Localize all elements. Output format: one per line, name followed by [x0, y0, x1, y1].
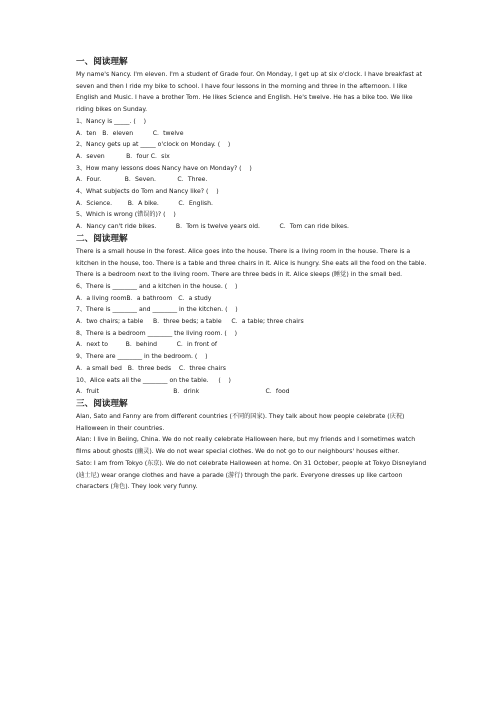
question-2-options: A．seven B．four C．six: [76, 152, 170, 160]
question-3-options: A．Four. B．Seven. C．Three.: [76, 176, 208, 184]
question-2: 2、Nancy gets up at _____ o'clock on Monday. ( ): [76, 141, 231, 149]
question-6-options: A．a living roomB．a bathroom C．a study: [76, 294, 212, 302]
section-1-title: 一、阅读理解: [76, 57, 128, 67]
section-3-paragraph-2: Alan: I live in Beiing, China. We do not really celebrate Halloween here, but my friends and I sometimes watch films about ghosts (幽灵). We do not wear special clothes. We do not go to our neighbours' houses either.: [76, 436, 416, 456]
question-1-options: A．ten B．eleven C．twelve: [76, 129, 184, 137]
question-4-options: A．Science. B．A bike. C．English.: [76, 199, 213, 207]
question-5: 5、Which is wrong (错误的)? ( ): [76, 211, 176, 219]
section-3-paragraph-1: Alan, Sato and Fanny are from different countries (不同的国家). They talk about how people celebrate (庆祝) Halloween in their countries.: [76, 412, 405, 432]
section-1-passage: My name's Nancy. I'm eleven. I'm a student of Grade four. On Monday, I get up at six o'clock. I have breakfast at seven and then I ride my bike to school. I have four lessons in the morning and three in the afternoon. I like English and Music. I have a brother Tom. He likes Science and English. He's twelve. He has a bike too. We like riding bikes on Sunday.: [76, 71, 423, 114]
question-7: 7、There is ________ and ________ in the kitchen. ( ): [76, 306, 238, 314]
question-6: 6、There is ________ and a kitchen in the house. ( ): [76, 282, 238, 290]
question-4: 4、What subjects do Tom and Nancy like? ( ): [76, 188, 219, 196]
question-3: 3、How many lessons does Nancy have on Monday? ( ): [76, 164, 252, 172]
question-10-options: A．fruit B．drink C．food: [76, 388, 290, 396]
section-2-passage: There is a small house in the forest. Alice goes into the house. There is a living room in the house. There is a kitchen in the house, too. There is a table and three chairs in it. Alice is hungry. She eats all the food on the table. There is a bedroom next to the living room. There are three beds in it. Alice sleeps (睡觉) in the small bed.: [76, 247, 427, 279]
question-9-options: A．a small bed B．three beds C．three chairs: [76, 364, 227, 372]
question-8: 8、There is a bedroom ________ the living room. ( ): [76, 329, 237, 337]
section-3: [76, 398, 430, 493]
section-2: [76, 233, 430, 398]
question-7-options: A．two chairs; a table B．three beds; a table C．a table; three chairs: [76, 318, 304, 326]
section-1: [76, 56, 430, 233]
question-8-options: A．next to B．behind C．in front of: [76, 341, 218, 349]
question-5-options: A．Nancy can't ride bikes. B．Tom is twelve years old. C．Tom can ride bikes.: [76, 223, 349, 231]
question-10: 10、Alice eats all the ________ on the table. ( ): [76, 376, 231, 384]
question-1: 1、Nancy is _____. ( ): [76, 117, 146, 125]
document-page: [76, 56, 430, 493]
section-3-paragraph-3: Sato: I am from Tokyo (东京). We do not celebrate Halloween at home. On 31 October, people at Tokyo Disneyland (迪士尼) wear orange clothes and have a parade (游行) through the park. Everyone dresses up like cartoon characters (角色). They look very funny.: [76, 459, 427, 491]
section-3-title: 三、阅读理解: [76, 398, 128, 409]
section-2-title: 二、阅读理解: [76, 233, 128, 244]
question-9: 9、There are ________ in the bedroom. ( ): [76, 353, 208, 361]
